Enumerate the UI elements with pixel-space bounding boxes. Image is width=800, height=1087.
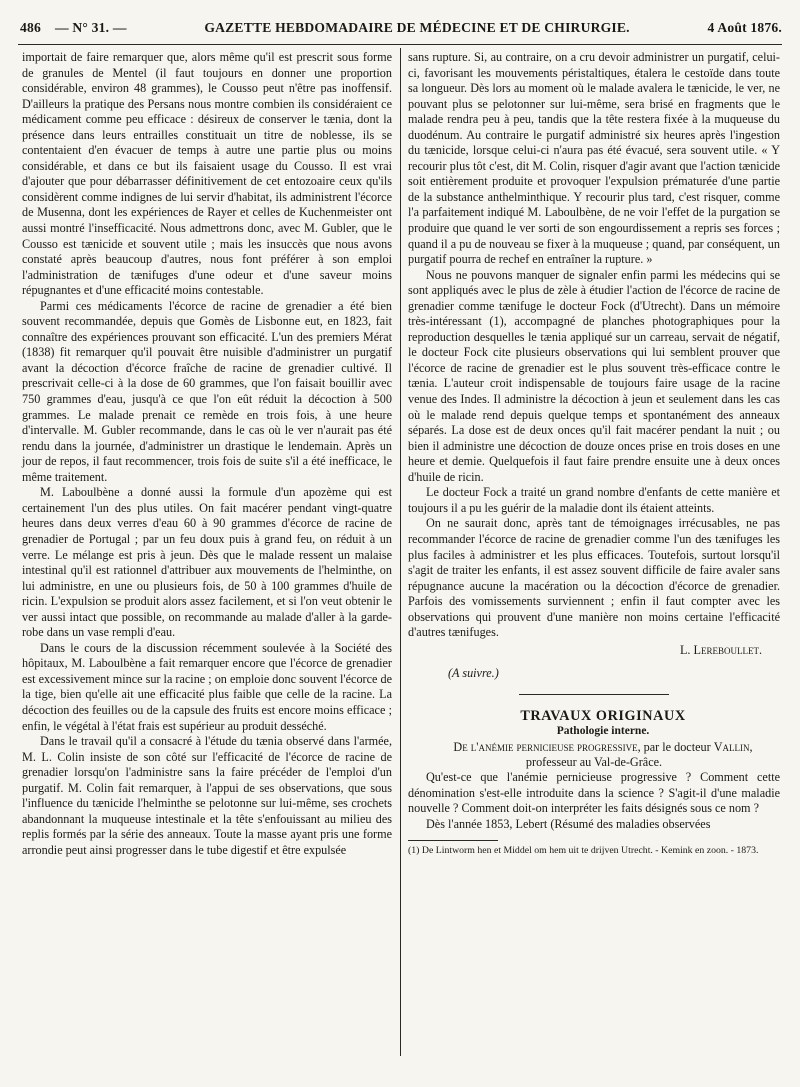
footnote-rule: [408, 840, 498, 841]
paragraph: Le docteur Fock a traité un grand nombre d'enfants de cette manière et toujours il a pu les guérir de la maladie dont ils étaient atteints.: [408, 485, 780, 515]
paragraph: Dans le cours de la discussion récemment soulevée à la Société des hôpitaux, M. Laboulbène a fait remarquer encore que l'écorce de grenadier est excessivement mince sur la racine ; on emploie donc souvent l'écorce de la tige, bien qu'elle ait une efficacité plus faible que celle de la racine. La décoction des feuilles ou de la capsule des fruits est encore moins efficace ; enfin, le végétal à l'état frais est supérieur au produit desséché.: [22, 640, 392, 733]
issue-date: 4 Août 1876.: [707, 20, 782, 35]
article-title-text: De l'anémie pernicieuse progressive: [453, 739, 638, 754]
paragraph: Qu'est-ce que l'anémie pernicieuse progressive ? Comment cette dénomination s'est-elle introduite dans la science ? S'agit-il d'une maladie nouvelle ? Comment doit-on interpréter les faits désignés sous ce nom ?: [408, 769, 780, 816]
paragraph: importait de faire remarquer que, alors même qu'il est prescrit sous forme de granules de Mentel (il faut toujours en donner une proportion considérable, environ 48 grammes), le Cousso peut n'être pas inoffensif. D'ailleurs la pratique des Persans nous montre combien ils considéraient ce médicament comme peu efficace : désireux de conserver le tænia, dont la présence dans leurs entrailles constituait un titre de noblesse, ils se contentaient d'en évacuer de temps à autre une partie plus ou moins considérable, et dans ce but ils faisaient usage du Cousso. Il est vrai d'ajouter que pour débarrasser définitivement de cet entozoaire ceux qu'ils considèrent comme indignes de lui servir d'habitat, ils administrent l'écorce de Musenna, dont les expériences de Rayer et celles de Kuchenmeister ont aussi montré l'insefficacité. Nous admettrons donc, avec M. Gubler, que le Cousso est tænicide et souvent utile ; mais les insuccès que nous avons constaté après beaucoup d'autres, nous font préférer à son emploi l'administration de tænifuges d'une odeur et d'une saveur moins répugnantes et d'une efficacité moins contestable.: [22, 50, 392, 298]
paragraph: On ne saurait donc, après tant de témoignages irrécusables, ne pas recommander l'écorce de racine de grenadier comme l'un des tænifuges les plus faciles à administrer et les plus efficaces. Toutefois, surtout lorsqu'il s'agit de traiter les enfants, il est assez souvent difficile de faire avaler sans répugnance aucune la macération ou la décoction d'écorce de grenadier. Parfois des vomissements surviennent ; enfin il faut compter avec les observations qui prouvent d'une manière non moins certaine l'efficacité d'autres tænifuges.: [408, 516, 780, 640]
header-rule: [18, 44, 782, 45]
page-number: 486: [20, 20, 41, 35]
paragraph: Parmi ces médicaments l'écorce de racine de grenadier a été bien souvent recommandée, depuis que Gomès de Lisbonne eut, en 1823, fait connaître des expériences prouvant son efficacité. L'un des premiers Mérat (1838) fit remarquer qu'il pouvait être nuisible d'administrer un purgatif avant la décoction d'écorce fraîche de racine de grenadier cultivé. Il prescrivait celle-ci à la dose de 60 grammes, que l'on faisait bouillir avec 750 grammes d'eau, jusqu'à ce que l'on eût réduit la décoction à 500 grammes. Le malade prenait ce remède en trois fois, à une heure d'intervalle. M. Gubler recommande, dans le cas où le ver n'aurait pas été rendu dans la journée, d'administrer un drastique le lendemain. Après un jour de repos, il faut recommencer, trois fois de suite s'il a été inefficace, le même traitement.: [22, 298, 392, 484]
article-author: Vallin: [713, 739, 750, 754]
author-signature: L. Lereboullet.: [679, 642, 762, 657]
section-subtitle: Pathologie interne.: [556, 725, 650, 738]
paragraph: Nous ne pouvons manquer de signaler enfin parmi les médecins qui se sont appliqués avec le plus de zèle à étudier l'action de l'écorce de racine de grenadier comme tænifuge le docteur Fock (d'Utrecht). Dans un mémoire très-intéressant (1), accompagné de planches photographiques pour la reproduction desquelles le tænia appliqué sur un carreau, servait de négatif, le docteur Fock cite plusieurs observations qui lui semblent prouver que l'écorce de racine de grenadier est le plus souvent très-efficace contre le tænia. L'auteur croit indispensable de toujours faire usage de la racine venue des Indes. Il administre la décoction à jeun et seulement dans les cas où le malade rend depuis quelque temps et spontanément des anneaux séparés. La dose est de deux onces qu'il fait macérer pendant la nuit ; ou bien il administre une décoction de douze onces prise en trois doses en une heure et demie. Quelquefois il faut faire prendre ensuite une à deux onces d'huile de ricin.: [408, 267, 780, 484]
author-affiliation: professeur au Val-de-Grâce.: [525, 754, 663, 769]
right-column: [408, 50, 780, 857]
section-title: TRAVAUX ORIGINAUX: [520, 707, 686, 724]
paragraph: M. Laboulbène a donné aussi la formule d'un apozème qui est certainement l'un des plus utiles. On fait macérer pendant vingt-quatre heures dans deux verres d'eau 60 à 90 grammes d'écorce de racine de grenadier de Portugal ; par un feu doux puis à grand feu, on réduit à un verre. Le mélange est pris à jeun. Dès que le malade ressent un malaise intestinal qu'il est rationnel d'attribuer aux mouvements de l'helminthe, on lui administre, en une ou plusieurs fois, de 50 à 100 grammes d'huile de ricin. L'expulsion se produit alors assez facilement, et si l'on veut obtenir le ver aussi intact que possible, on recommande au malade d'aller à la garde-robe dans un vase rempli d'eau.: [22, 485, 392, 640]
continued-note: (A suivre.): [448, 666, 499, 681]
column-separator: [400, 48, 401, 1056]
section-divider: [519, 694, 669, 695]
paragraph: Dans le travail qu'il a consacré à l'étude du tænia observé dans l'armée, M. L. Colin insiste de son côté sur l'efficacité de l'écorce de racine de grenadier lorsqu'on l'administre sans la faire précéder de l'emploi d'un purgatif. M. Colin fait remarquer, à l'appui de ses observations, que sous l'influence du tænicide l'helminthe se pelotonne sur lui-même, ses crochets abandonnant la muqueuse intestinale et la tête s'enfouissant au milieu des replis formés par la série des anneaux. Toute la masse ayant pris une forme arrondie peut ainsi progresser dans le tube digestif et être expulsée: [22, 734, 392, 857]
footnote: (1) De Lintworm hen et Middel om hem uit te drijven Utrecht. - Kemink en zoon. - 1873.: [408, 845, 759, 857]
article-title: De l'anémie pernicieuse progressive, par le docteur Vallin, professeur au Val-de-Grâce.: [453, 739, 753, 769]
journal-title: GAZETTE HEBDOMADAIRE DE MÉDECINE ET DE CHIRURGIE.: [204, 20, 630, 35]
paragraph: sans rupture. Si, au contraire, on a cru devoir administrer un purgatif, celui-ci, favorisant les mouvements péristaltiques, étalera le cestoïde dans toute sa longueur. Dès lors au moment où le malade avalera le tænicide, le ver, ne pouvant plus se pelotonner sur lui-même, sera brisé en fragments que le malade rendra peu à peu, tandis que la tête restera fixée à la muqueuse du duodénum. Au contraire le purgatif administré six heures après l'ingestion du tænicide, lorsque celui-ci n'aura pas été évacué, sera souvent utile. « Y recourir plus tôt c'est, dit M. Colin, risquer d'agir avant que l'action tænicide soit entièrement produite et provoquer l'expulsion prématurée d'une partie de la substance anthelminthique. Y recourir plus tard, c'est risquer, comme l'a parfaitement indiqué M. Laboulbène, de ne voir l'effet de la purgation se produire que quand le ver sorti de son engourdissement a repris ses forces ; quand il a pu de nouveau se fixer à la muqueuse ; quand, par conséquent, un purgatif pourra de rechef en entraîner la rupture. »: [408, 50, 780, 267]
running-header: [20, 16, 782, 40]
paragraph: Dès l'année 1853, Lebert (Résumé des maladies observées: [426, 816, 711, 831]
left-column: [22, 50, 392, 858]
issue-number: — N° 31. —: [55, 20, 127, 35]
